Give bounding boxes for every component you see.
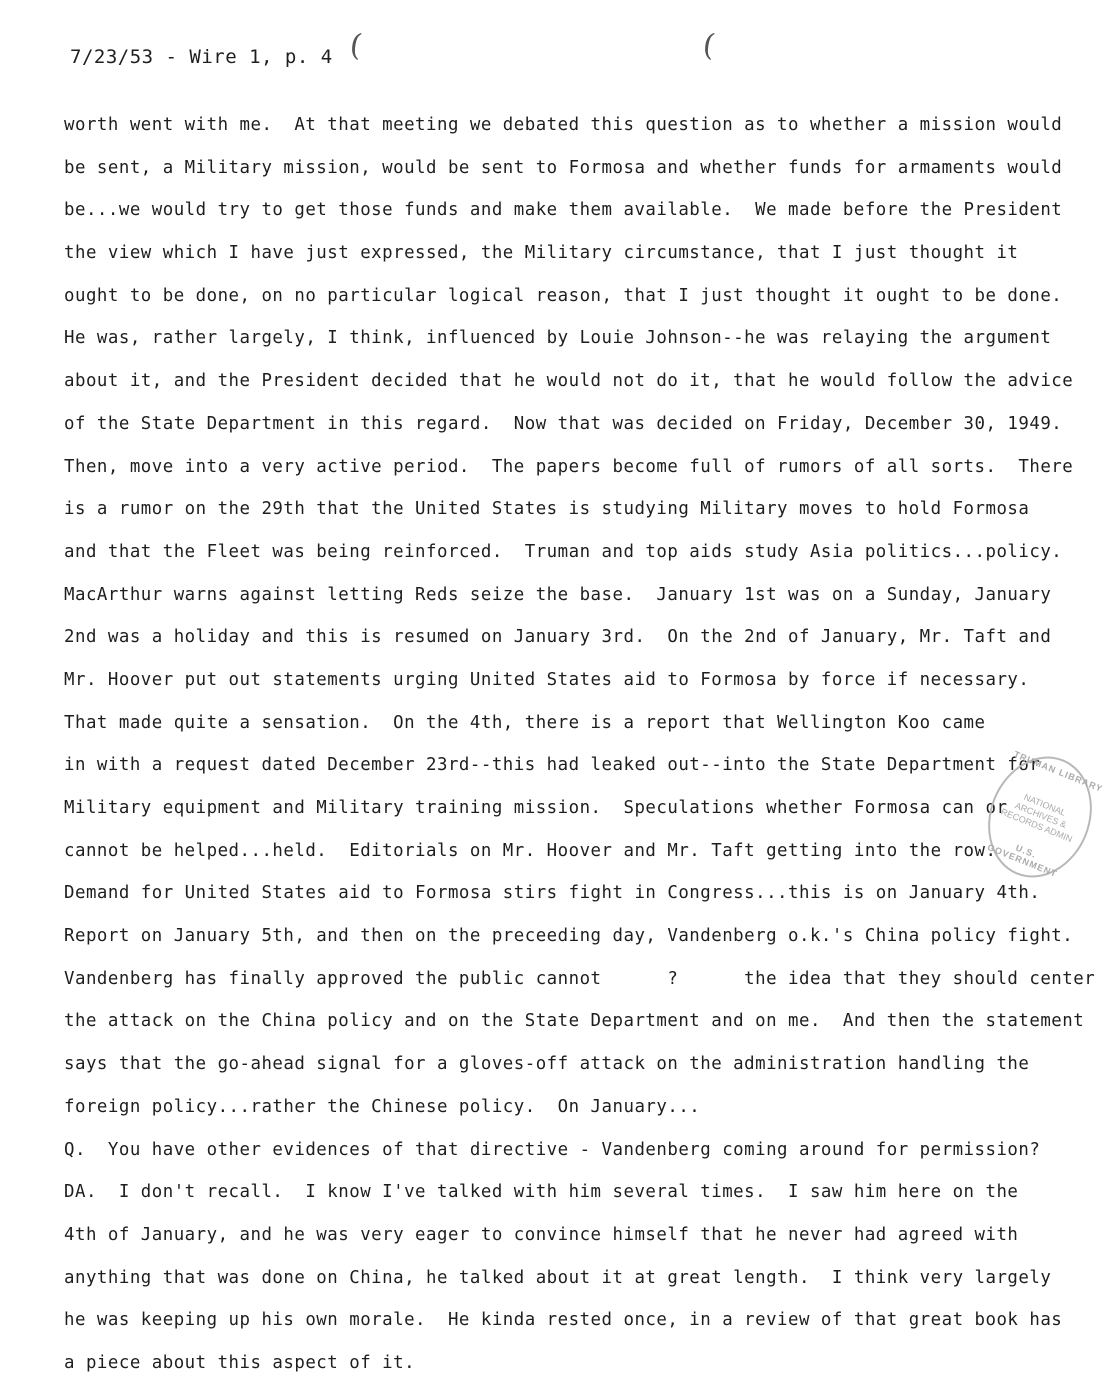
transcript-line: Mr. Hoover put out statements urging United States aid to Formosa by force if necessary. xyxy=(64,669,1030,690)
transcript-line: a piece about this aspect of it. xyxy=(64,1352,416,1373)
transcript-line: Vandenberg has finally approved the public cannot ? the idea that they should center xyxy=(64,968,1096,989)
transcript-line: worth went with me. At that meeting we debated this question as to whether a mission would xyxy=(64,115,1063,135)
transcript-line: MacArthur warns against letting Reds seize the base. January 1st was on a Sunday, January xyxy=(64,584,1052,605)
transcript-line: he was keeping up his own morale. He kinda rested once, in a review of that great book has xyxy=(64,1310,1063,1331)
transcript-line: and that the Fleet was being reinforced. Truman and top aids study Asia politics...policy. xyxy=(64,541,1063,562)
bracket-mark-2: ( xyxy=(700,27,718,64)
bracket-mark-1: ( xyxy=(347,27,365,64)
transcript-line: Military equipment and Military training mission. Speculations whether Formosa can or xyxy=(64,798,1008,818)
transcript-line: be...we would try to get those funds and make them available. We made before the President xyxy=(64,200,1063,221)
transcript-line: Then, move into a very active period. The papers become full of rumors of all sorts. There xyxy=(64,456,1074,477)
transcript-line: That made quite a sensation. On the 4th, there is a report that Wellington Koo came xyxy=(64,712,986,733)
transcript-line: He was, rather largely, I think, influenced by Louie Johnson--he was relaying the argument xyxy=(64,328,1052,349)
transcript-line: of the State Department in this regard. Now that was decided on Friday, December 30, 1949. xyxy=(64,413,1063,434)
stamp-top-text: TRUMAN LIBRARY xyxy=(1012,749,1105,795)
transcript-line: about it, and the President decided that he would not do it, that he would follow the advice xyxy=(64,371,1074,392)
transcript-line: ought to be done, on no particular logical reason, that I just thought it ought to be done. xyxy=(64,285,1063,306)
page-header: 7/23/53 - Wire 1, p. 4 xyxy=(70,46,333,68)
transcript-line: Demand for United States aid to Formosa stirs fight in Congress...this is on January 4th. xyxy=(64,883,1041,904)
transcript-line: be sent, a Military mission, would be sent to Formosa and whether funds for armaments would xyxy=(64,157,1063,178)
transcript-line: in with a request dated December 23rd--this had leaked out--into the State Department for xyxy=(64,755,1041,776)
answer-line: DA. I don't recall. I know I've talked with him several times. I saw him here on the xyxy=(64,1182,1019,1203)
transcript-line: anything that was done on China, he talked about it at great length. I think very largely xyxy=(64,1267,1052,1288)
stamp-middle-text: NATIONAL ARCHIVES & RECORDS ADMIN xyxy=(999,792,1074,845)
transcript-line: says that the go-ahead signal for a gloves-off attack on the administration handling the xyxy=(64,1054,1030,1075)
transcript-line: foreign policy...rather the Chinese policy. On January... xyxy=(64,1096,701,1117)
transcript-body xyxy=(64,111,1095,1392)
transcript-line: Report on January 5th, and then on the preceeding day, Vandenberg o.k.'s China policy fight. xyxy=(64,926,1074,947)
stamp-bottom-text: U.S. GOVERNMENT xyxy=(985,841,1059,880)
transcript-line: cannot be helped...held. Editorials on Mr. Hoover and Mr. Taft getting into the row. xyxy=(64,840,997,861)
transcript-line: the attack on the China policy and on the State Department and on me. And then the statement xyxy=(64,1011,1085,1032)
question-line: Q. You have other evidences of that directive - Vandenberg coming around for permission? xyxy=(64,1139,1041,1160)
transcript-line: is a rumor on the 29th that the United States is studying Military moves to hold Formosa xyxy=(64,499,1030,520)
transcript-line: 4th of January, and he was very eager to convince himself that he never had agreed with xyxy=(64,1224,1019,1245)
transcript-line: 2nd was a holiday and this is resumed on January 3rd. On the 2nd of January, Mr. Taft and xyxy=(64,627,1052,648)
transcript-line: the view which I have just expressed, the Military circumstance, that I just thought it xyxy=(64,243,1019,264)
